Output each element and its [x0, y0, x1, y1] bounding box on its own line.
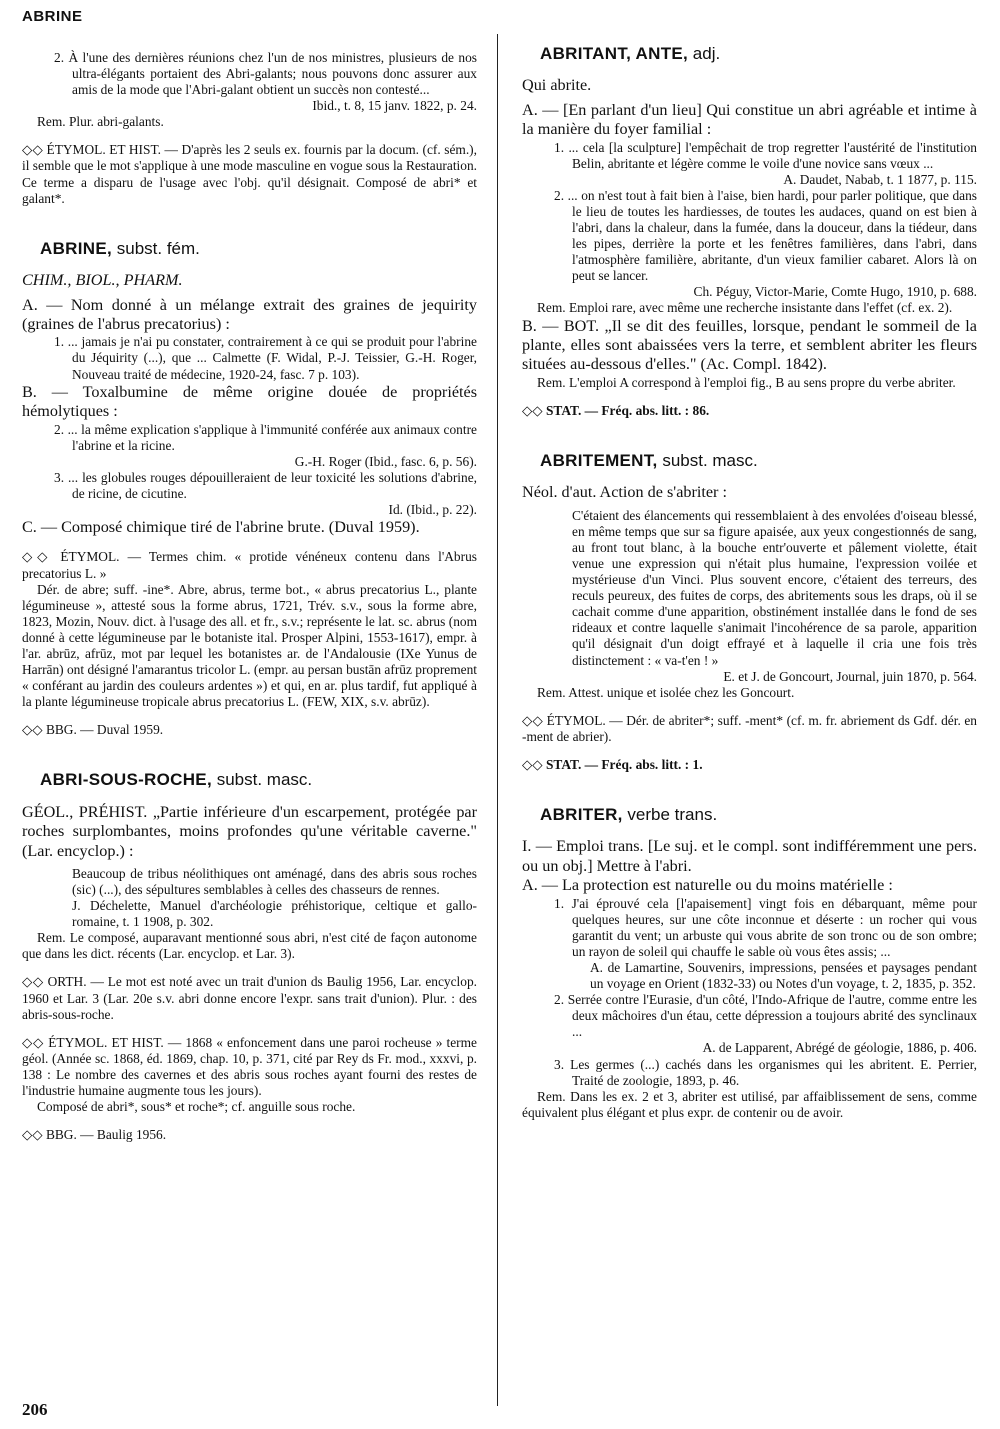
remark: Rem. Le composé, auparavant mentionné sous abri, n'est cité de façon autonome que dans les dict. récents (Lar. encyclop. et Lar. 3). — [22, 930, 477, 962]
orthography: ◇◇ ORTH. — Le mot est noté avec un trait d'union ds Baulig 1956, Lar. encyclop. 1960 et Lar. 3 (Lar. 20e s.v. abri donne encore l'expr. sans trait d'union). Plur. : des abris-sous-roche. — [22, 974, 477, 1022]
remark: Rem. Emploi rare, avec même une recherche insistante dans l'effet (cf. ex. 2). — [537, 300, 953, 316]
definition: GÉOL., PRÉHIST. „Partie inférieure d'un escarpement, protégée par roches surplombantes, moins profondes qu'une véritable caverne." (Lar. encyclop.) : — [22, 802, 477, 860]
etymology-derivation: Dér. de abre; suff. -ine*. Abre, abrus, terme bot., « abrus precatorius L., plante légumineuse », attesté sous la forme abrus, 1721, Trév. s.v., sous la forme abre, 1823, Mozin, Nouv. dict. à l'usage des all. et fr., s.v.; représente le lat. sc. abrus (nom donné à cette légumineuse par le botaniste ital. Prosper Alpini, 1553-1617), empr. à l'ar. abrūz, afrūz, mot par lequel les botanistes ar. de l'Andalousie (IXe Yunus de Harrān) ont désigné l'amarantus tricolor L. (empr. au persan bustān afrūz proprement « conférant au jardin des couleurs ardentes ») et qui, en ar. plus tardif, fut appliqué à la plante légumineuse tropicale abrus precatorius L. (FEW, XIX, s.v. abrūz). — [22, 581, 477, 710]
example-source: A. Daudet, Nabab, t. 1 1877, p. 115. — [783, 171, 977, 187]
part-of-speech: verbe trans. — [627, 805, 718, 825]
sense-a: A. — La protection est naturelle ou du moins matérielle : — [522, 876, 893, 895]
entry-headword-abrine — [40, 239, 477, 259]
column-divider — [497, 34, 498, 1406]
statistics: ◇◇ STAT. — Fréq. abs. litt. : 1. — [522, 756, 703, 772]
remark: Rem. Plur. abri-galants. — [37, 114, 164, 130]
example-source: Ibid., t. 8, 15 janv. 1822, p. 24. — [312, 98, 477, 114]
example-2: 2. Serrée contre l'Eurasie, d'un côté, l'Indo-Afrique de l'autre, comme entre les deux mâchoires d'un étau, cette dépression a toujours abrité des synclinaux ... — [554, 992, 977, 1040]
part-of-speech: adj. — [692, 44, 721, 63]
quotation-source: J. Déchelette, Manuel d'archéologie préhistorique, celtique et gallo-romaine, t. 1 1908, p. 302. — [72, 898, 477, 930]
domain-label: CHIM., BIOL., PHARM. — [22, 271, 183, 290]
entry-headword-abriter — [540, 805, 977, 825]
page-number: 206 — [22, 1400, 48, 1419]
entry-headword-abritant — [540, 44, 977, 64]
part-of-speech: subst. fém. — [116, 238, 200, 258]
example-source: Ch. Péguy, Victor-Marie, Comte Hugo, 1910, p. 688. — [693, 284, 977, 300]
example-1: 1. ... cela [la sculpture] l'empêchait de trop regretter l'austérité de l'institution Belin, abritante et légère comme le voile d'une novice sans vœux ... — [554, 139, 977, 171]
headword: ABRINE, — [40, 238, 112, 258]
definition: Qui abrite. — [522, 76, 592, 95]
etymology: ◇◇ ÉTYMOL. ET HIST. — 1868 « enfoncement dans une paroi rocheuse » terme géol. (Année sc. 1868, éd. 1869, chap. 10, p. 371, cité par Rey ds Fr. mod., xxxvi, p. 138 : Le nombre des cavernes et des abris sous roches ayant fourni des restes de l'industrie humaine augmente tous les jours). — [22, 1034, 477, 1098]
entry-headword-abri-sous-roche — [40, 770, 477, 790]
running-header: ABRINE — [22, 8, 83, 25]
right-column — [522, 36, 977, 1121]
quotation-source: E. et J. de Goncourt, Journal, juin 1870, p. 564. — [723, 668, 977, 684]
statistics: ◇◇ STAT. — Fréq. abs. litt. : 86. — [522, 402, 710, 418]
example-1: 1. ... jamais je n'ai pu constater, contrairement à ce qui se produit pour l'abrine du Jéquirity (...), que ... Calmette (F. Widal, P.-J. Teissier, G.-H. Roger, Nouveau traité de médecine, 1920-24, fasc. 7 p. 103). — [54, 334, 477, 382]
remark: Rem. Attest. unique et isolée chez les Goncourt. — [537, 684, 795, 700]
etymology-composition: Composé de abri*, sous* et roche*; cf. anguille sous roche. — [37, 1099, 356, 1114]
example-source: A. de Lapparent, Abrégé de géologie, 1886, p. 406. — [702, 1040, 977, 1056]
headword: ABRITEMENT, — [540, 451, 658, 471]
example-source: G.-H. Roger (Ibid., fasc. 6, p. 56). — [294, 453, 477, 469]
sense-c: C. — Composé chimique tiré de l'abrine brute. (Duval 1959). — [22, 517, 420, 536]
headword: ABRI-SOUS-ROCHE, — [40, 770, 212, 790]
example-2: 2. ... la même explication s'applique à l'immunité conférée aux animaux contre l'abrine et la ricine. — [54, 421, 477, 453]
etymology: ◇◇ ÉTYMOL. — Dér. de abriter*; suff. -ment* (cf. m. fr. abriement ds Gdf. dér. en -ment de abrier). — [522, 712, 977, 744]
remark: Rem. L'emploi A correspond à l'emploi fig., B au sens propre du verbe abriter. — [537, 374, 956, 390]
left-column — [22, 36, 477, 1143]
example-1: 1. J'ai éprouvé cela [l'apaisement] vingt fois en débarquant, même pour quelques heures, sur une côte inconnue et déserte : un rocher qui vous garantit du vent; un arbuste qui vous abrite de son tronc ou de son ombre; un rayon de soleil qui chauffe le sable où vous êtes assis; ... — [554, 895, 977, 959]
entry-headword-abritement — [540, 451, 977, 471]
sense-b: B. — Toxalbumine de même origine douée de propriétés hémolytiques : — [22, 382, 477, 421]
sense-b: B. — BOT. „Il se dit des feuilles, lorsque, pendant le sommeil de la plante, elles sont abaissées vers la terre, et semblent abriter les fleurs situées au-dessous d'elles." (Ac. Compl. 1842). — [522, 316, 977, 374]
sense-i: I. — Emploi trans. [Le suj. et le compl. sont indifféremment une pers. ou un obj.] Mettre à l'abri. — [522, 837, 977, 875]
quotation: Beaucoup de tribus néolithiques ont aménagé, dans des abris sous roches (sic) (...), des sépultures semblables à celles des chasseurs de rennes. — [72, 865, 477, 898]
sense-a: A. — Nom donné à un mélange extrait des graines de jequirity (graines de l'abrus precatorius) : — [22, 295, 477, 333]
example-source: A. de Lamartine, Souvenirs, impressions, pensées et paysages pendant un voyage en Orient (1832-33) ou Notes d'un voyage, t. 2, 1835, p. 352. — [590, 960, 977, 992]
etymology-abrigalant: ◇◇ ÉTYMOL. ET HIST. — D'après les 2 seuls ex. fournis par la docum. (cf. sém.), il semble que le mot s'applique à une mode masculine en vogue sous la Restauration. Ce terme a disparu de l'usage avec l'obj. qu'il désignait. Composé de abri* et galant*. — [22, 142, 477, 206]
etymology-abrine: ◇◇ ÉTYMOL. — Termes chim. « protide vénéneux contenu dans l'Abrus precatorius L. » — [22, 549, 477, 581]
headword: ABRITER, — [540, 805, 623, 825]
example-3: 3. ... les globules rouges dépouilleraient de leur toxicité les solutions d'abrine, de ricine, de cicutine. — [54, 469, 477, 501]
example-abrigalant-2: 2. À l'une des dernières réunions chez l'un de nos ministres, plusieurs de nos ultra-élégants portaient des Abri-galants; nous pouvons donc assurer aux amis de la mode que l'Abri-galant obtient un succès non contesté... — [54, 50, 477, 98]
part-of-speech: subst. masc. — [662, 451, 758, 471]
bibliography-abrine: ◇◇ BBG. — Duval 1959. — [22, 722, 164, 738]
bibliography: ◇◇ BBG. — Baulig 1956. — [22, 1127, 167, 1143]
remark: Rem. Dans les ex. 2 et 3, abriter est utilisé, par affaiblissement de sens, comme équivalent plus élégant et plus expr. de contenir ou de avoir. — [522, 1088, 977, 1120]
quotation: C'étaient des élancements qui ressemblaient à des envolées d'oiseau blessé, en même temps que sur sa figure apaisée, aux yeux congestionnés de sang, au front tout blanc, à la bouche entr'ouverte et pâlement violette, était venue une expression qui n'était plus humaine, l'expression voilée et mystérieuse d'un Vinci. Plus souvent encore, c'étaient des terreurs, des reculs peureux, des fuites de corps, des abritements sous les draps, où il se cachait comme d'une apparition, obstinément installée dans le fond de ses rideaux et contre laquelle s'animait l'incohérence de sa parole, apparition qu'il désignait d'un doigt effrayé et à laquelle il cria une fois très distinctement : « va-t'en ! » — [572, 507, 977, 668]
definition: Néol. d'aut. Action de s'abriter : — [522, 483, 727, 502]
example-source: Id. (Ibid., p. 22). — [388, 501, 477, 517]
example-2: 2. ... on n'est tout à fait bien à l'aise, bien hardi, pour parler politique, que dans le lieu de toutes les hardiesses, de toutes les audaces, quand on est bien à l'abri, dans la chaleur, dans la fumée, dans la douceur, dans la tiédeur, dans les pipes, derrière la porte et les fenêtres familières, dans l'abri, dans l'atmosphère familière, abritante, d'un vieux familier cabaret. Alors là on peut se lancer. — [554, 187, 977, 284]
example-3: 3. Les germes (...) cachés dans les organismes qui les abritent. E. Perrier, Traité de zoologie, 1893, p. 46. — [554, 1056, 977, 1088]
sense-a: A. — [En parlant d'un lieu] Qui constitue un abri agréable et intime à la manière du foyer familial : — [522, 100, 977, 139]
part-of-speech: subst. masc. — [216, 770, 313, 790]
headword: ABRITANT, ANTE, — [540, 44, 689, 63]
